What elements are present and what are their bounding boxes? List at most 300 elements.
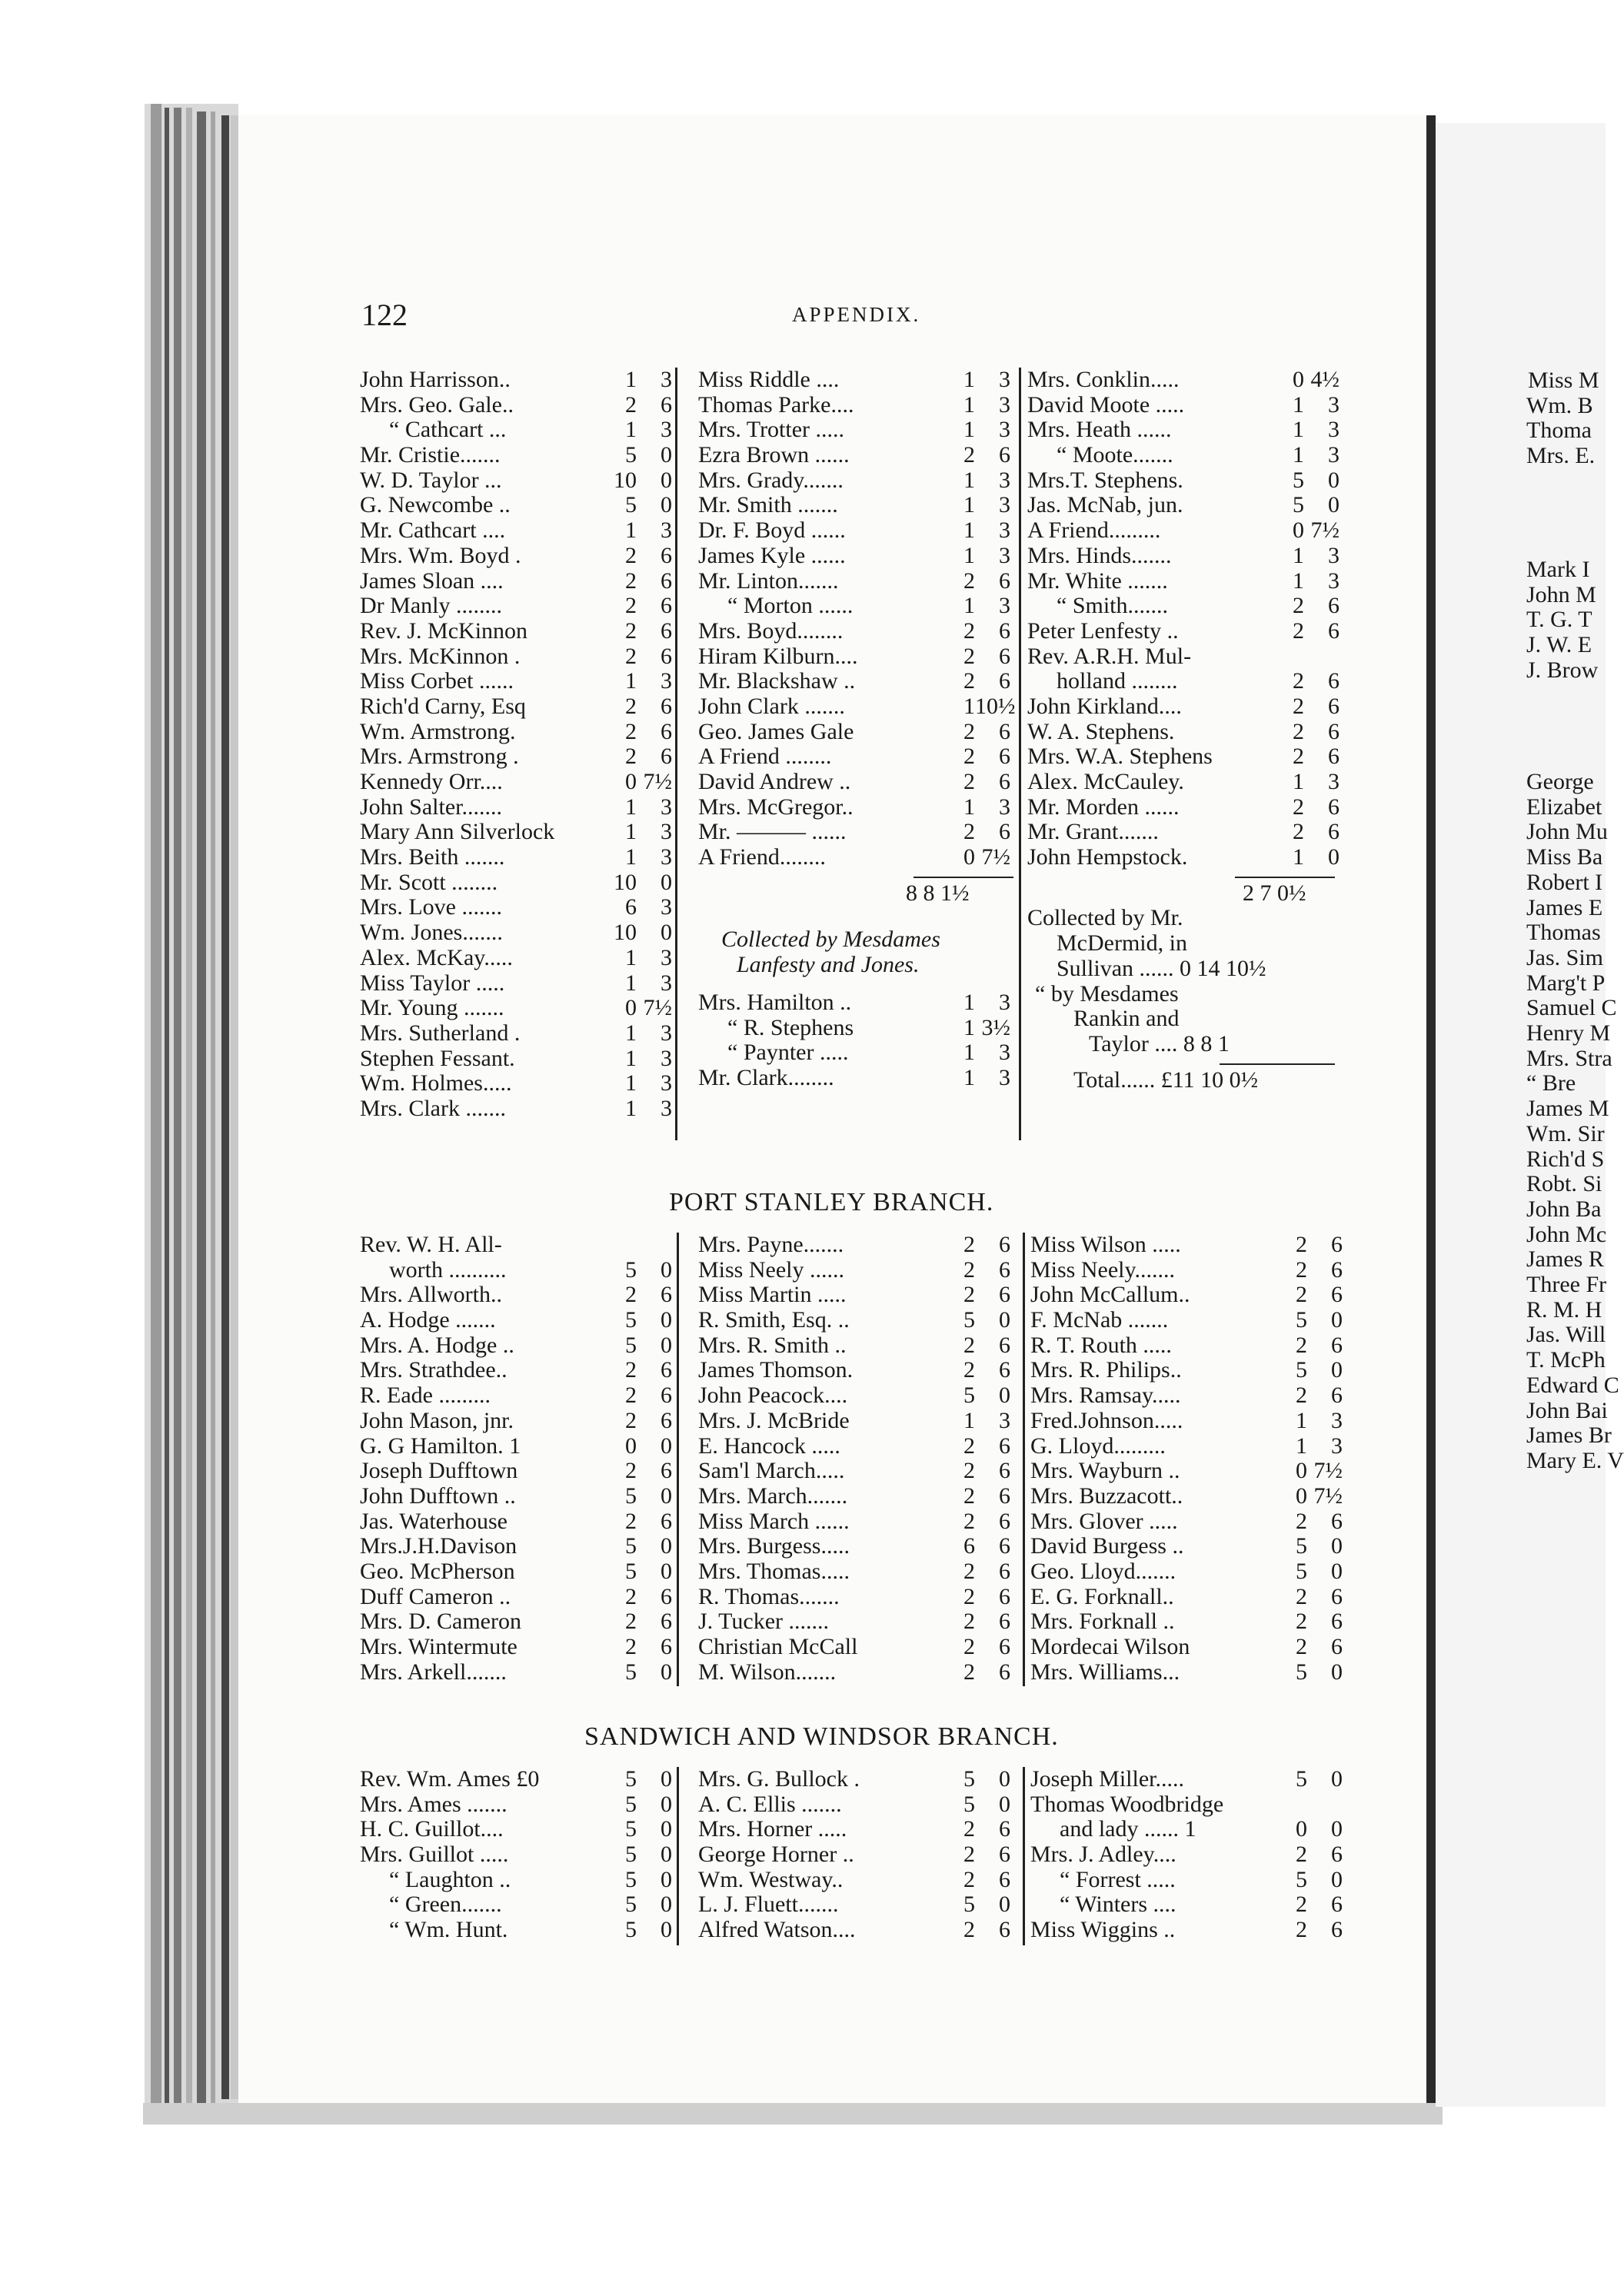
shillings: 2: [625, 617, 637, 644]
facing-page-line: Miss M: [1528, 368, 1599, 393]
pence: 0: [661, 1766, 672, 1792]
pence: 6: [999, 1659, 1010, 1685]
list-item: [360, 1792, 683, 1818]
collected-line: [1027, 906, 1350, 931]
subscriber-name: Mrs. Guillot .....: [360, 1842, 509, 1868]
pence: 4½: [1310, 367, 1339, 392]
list-item: [698, 1792, 1021, 1818]
subscriber-name: Mrs. Wintermute: [360, 1634, 517, 1659]
list-item: [360, 518, 683, 544]
shillings: 1: [963, 391, 975, 418]
list-item: [360, 1609, 683, 1635]
list-item: [698, 1283, 1021, 1308]
shillings: 5: [625, 1256, 637, 1283]
subscriber-name: Mrs. J. Adley....: [1030, 1842, 1176, 1868]
pence: 3: [661, 970, 672, 996]
shillings: 5: [625, 1307, 637, 1333]
subscriber-name: Mrs. Geo. Gale..: [360, 391, 514, 418]
pence: 3: [661, 668, 672, 694]
column-3: [1027, 368, 1350, 1093]
shillings: 2: [625, 1458, 637, 1484]
shillings: 2: [625, 744, 637, 770]
list-item: [698, 1308, 1021, 1333]
subscriber-name: Rev. W. H. All-: [360, 1232, 502, 1257]
subscriber-name: John Clark .......: [698, 693, 845, 719]
shillings: 1: [963, 367, 975, 392]
facing-page-line: Mary E. V: [1526, 1447, 1624, 1473]
subscriber-name: Mrs. Beith .......: [360, 844, 505, 870]
list-item: [698, 468, 1021, 494]
list-item: [698, 1016, 1021, 1041]
column-rule: [1019, 368, 1021, 1140]
pence: 3: [999, 391, 1010, 418]
list-item: [360, 1233, 683, 1258]
subscriber-name: Joseph Dufftown: [360, 1458, 518, 1484]
pence: 0: [661, 1256, 672, 1283]
subscriber-name: Ezra Brown ......: [698, 442, 850, 468]
subscriber-name: R. Smith, Esq. ..: [698, 1307, 850, 1333]
subscriber-name: Mordecai Wilson: [1030, 1634, 1190, 1659]
pence: 3: [1328, 567, 1339, 594]
shillings: 2: [963, 1232, 975, 1257]
subscriber-name: Rev. J. McKinnon: [360, 617, 528, 644]
subscriber-name: Mr. Smith .......: [698, 492, 838, 518]
subscriber-name: Wm. Jones.......: [360, 920, 503, 946]
list-item: [360, 1434, 683, 1459]
list-item: [698, 368, 1021, 393]
pence: 0: [661, 1332, 672, 1358]
subscriber-name: Hiram Kilburn....: [698, 643, 858, 669]
shillings: 1: [963, 794, 975, 820]
subscriber-name: Thomas Woodbridge: [1030, 1791, 1224, 1817]
shillings: 2: [625, 1282, 637, 1308]
list-item: [1027, 694, 1350, 720]
subscriber-name: Rev. Wm. Ames £0: [360, 1766, 540, 1792]
facing-page-line: Mrs. Stra: [1526, 1045, 1612, 1071]
list-item: [360, 1308, 683, 1333]
subscriber-name: Mrs. Armstrong .: [360, 744, 519, 770]
pence: 6: [999, 1558, 1010, 1584]
list-item: [1030, 1660, 1353, 1685]
list-item: [1030, 1842, 1353, 1868]
subscriber-name: David Moote .....: [1027, 391, 1185, 418]
list-item: [360, 694, 683, 720]
list-item: [360, 895, 683, 920]
list-item: [1027, 393, 1350, 418]
shillings: 1: [625, 668, 637, 694]
subscriber-name: “ Smith.......: [1057, 593, 1169, 619]
shillings: 2: [625, 593, 637, 619]
list-item: [1027, 795, 1350, 820]
pence: 6: [661, 391, 672, 418]
subscriber-name: A. C. Ellis .......: [698, 1791, 842, 1817]
column-total-text: 8 8 1½: [906, 880, 970, 906]
shillings: 5: [625, 492, 637, 518]
subscriber-name: John Kirkland....: [1027, 693, 1182, 719]
list-item: [698, 1609, 1021, 1635]
shillings: 2: [1293, 668, 1304, 694]
subscriber-name: Miss Taylor .....: [360, 970, 505, 996]
list-item: [698, 1892, 1021, 1918]
pence: 6: [661, 693, 672, 719]
subscriber-name: John Salter.......: [360, 794, 502, 820]
pence: 6: [661, 1634, 672, 1659]
subscriber-name: Peter Lenfesty ..: [1027, 617, 1179, 644]
facing-page-fragment: [1519, 0, 1624, 2276]
shillings: 2: [1293, 617, 1304, 644]
shillings: 2: [625, 1634, 637, 1659]
shillings: 2: [963, 1458, 975, 1484]
list-item: [698, 1842, 1021, 1868]
list-item: [1030, 1918, 1353, 1943]
shillings: 2: [1293, 819, 1304, 845]
pence: 6: [661, 1383, 672, 1409]
subscriber-name: G. Lloyd.........: [1030, 1432, 1166, 1459]
subscriber-name: Mrs. Trotter .....: [698, 417, 845, 443]
subscriber-name: Mrs. Wm. Boyd .: [360, 542, 521, 568]
column-rule: [677, 1233, 679, 1686]
facing-page-line: Samuel C: [1526, 995, 1617, 1021]
pence: 6: [661, 718, 672, 744]
subscriber-name: A Friend........: [698, 844, 826, 870]
pence: 6: [999, 1458, 1010, 1484]
facing-page-line: “ Bre: [1526, 1070, 1576, 1096]
shillings: 2: [963, 718, 975, 744]
pence: 6: [661, 593, 672, 619]
pence: 6: [1331, 1892, 1343, 1918]
shillings: 2: [1296, 1383, 1307, 1409]
collected-line-text: Sullivan ...... 0 14 10½: [1057, 955, 1266, 981]
subscriber-name: R. T. Routh .....: [1030, 1332, 1172, 1358]
pence: 3: [999, 1064, 1010, 1090]
facing-page-line: Marg't P: [1526, 970, 1606, 996]
subscriber-name: “ Cathcart ...: [389, 417, 507, 443]
shillings: 2: [1293, 693, 1304, 719]
subscriber-name: Wm. Westway..: [698, 1866, 844, 1892]
collected-note: [698, 953, 1021, 978]
shillings: 2: [1293, 593, 1304, 619]
subscriber-name: Stephen Fessant.: [360, 1045, 515, 1071]
subscriber-name: W. A. Stephens.: [1027, 718, 1175, 744]
pence: 6: [1331, 1634, 1343, 1659]
collected-line: [1027, 982, 1350, 1007]
collected-line-text: McDermid, in: [1057, 930, 1187, 957]
pence: 6: [999, 1332, 1010, 1358]
pence: 3: [999, 1407, 1010, 1433]
list-item: [1030, 1233, 1353, 1258]
port-stanley-branch-title: PORT STANLEY BRANCH.: [669, 1188, 994, 1216]
pence: 6: [1328, 718, 1339, 744]
list-item: [1027, 518, 1350, 544]
list-item: [1027, 443, 1350, 468]
pence: 0: [661, 467, 672, 493]
list-item: [360, 1660, 683, 1685]
subscriber-name: W. D. Taylor ...: [360, 467, 502, 493]
facing-page-line: Robert I: [1526, 869, 1603, 895]
subscriber-name: “ Morton ......: [727, 593, 854, 619]
facing-page-line: T. G. T: [1526, 607, 1592, 633]
list-item: [1027, 544, 1350, 569]
subscriber-name: Mrs. Ames .......: [360, 1791, 508, 1817]
subscriber-name: Mrs. Sutherland .: [360, 1020, 521, 1046]
list-item: [698, 1040, 1021, 1066]
facing-page-line: John M: [1526, 581, 1596, 607]
list-item: [1030, 1459, 1353, 1484]
shillings: 2: [963, 1256, 975, 1283]
list-item: [1027, 468, 1350, 494]
subscriber-name: G. G Hamilton. 1: [360, 1432, 521, 1459]
pence: 6: [1331, 1383, 1343, 1409]
column-rule: [675, 368, 677, 1140]
list-item: [360, 594, 683, 619]
facing-page-line: George: [1526, 769, 1594, 794]
subscriber-name: Mr. ——— ......: [698, 819, 847, 845]
list-item: [698, 694, 1021, 720]
list-item: [1030, 1333, 1353, 1359]
shillings: 0: [1296, 1816, 1307, 1842]
shillings: 2: [625, 693, 637, 719]
pence: 6: [999, 567, 1010, 594]
pence: 7½: [1313, 1458, 1343, 1484]
subscriber-name: holland ........: [1057, 668, 1178, 694]
subscriber-name: M. Wilson.......: [698, 1659, 837, 1685]
subscriber-name: Mrs. Buzzacott..: [1030, 1482, 1183, 1509]
grand-total: [1027, 1068, 1350, 1093]
shillings: 1: [963, 417, 975, 443]
pence: 0: [1331, 1357, 1343, 1383]
subscriber-name: A Friend.........: [1027, 517, 1161, 544]
subscriber-name: David Burgess ..: [1030, 1533, 1184, 1559]
pence: 6: [661, 744, 672, 770]
shillings: 5: [1296, 1307, 1307, 1333]
subscriber-name: R. Thomas.......: [698, 1583, 840, 1609]
subscriber-name: “ R. Stephens: [727, 1014, 854, 1040]
pence: 3: [999, 593, 1010, 619]
list-item: [360, 1509, 683, 1535]
list-item: [360, 644, 683, 670]
list-item: [1030, 1308, 1353, 1333]
shillings: 1: [963, 1040, 975, 1066]
list-item: [360, 1021, 683, 1046]
list-item: [698, 1459, 1021, 1484]
pence: 6: [999, 718, 1010, 744]
shillings: 2: [625, 1357, 637, 1383]
subscriber-name: Wm. Holmes.....: [360, 1070, 512, 1096]
shillings: 2: [1293, 718, 1304, 744]
subscriber-name: John Hempstock.: [1027, 844, 1188, 870]
shillings: 5: [625, 1766, 637, 1792]
pence: 6: [999, 1282, 1010, 1308]
shillings: 1: [625, 844, 637, 870]
list-item: [1027, 845, 1350, 870]
shillings: 1: [963, 467, 975, 493]
list-item: [360, 1333, 683, 1359]
list-item: [698, 1817, 1021, 1842]
list-item: [698, 669, 1021, 694]
list-item: [698, 569, 1021, 594]
list-item: [1030, 1767, 1353, 1792]
subscriber-name: Rev. A.R.H. Mul-: [1027, 643, 1192, 669]
pence: 6: [1331, 1256, 1343, 1283]
shillings: 1: [963, 517, 975, 544]
shillings: 1: [625, 970, 637, 996]
list-item: [698, 1918, 1021, 1943]
shillings: 2: [963, 668, 975, 694]
subscriber-name: Jas. McNab, jun.: [1027, 492, 1183, 518]
facing-page-line: J. W. E: [1526, 632, 1592, 658]
list-item: [360, 1096, 683, 1122]
pence: 0: [1331, 1816, 1343, 1842]
shillings: 10: [614, 869, 637, 895]
shillings: 1: [625, 417, 637, 443]
pence: 6: [1331, 1917, 1343, 1943]
list-item: [698, 518, 1021, 544]
pence: 6: [999, 1866, 1010, 1892]
shillings: 1: [1293, 442, 1304, 468]
pence: 6: [661, 617, 672, 644]
pence: 0: [1331, 1659, 1343, 1685]
list-item: [1027, 669, 1350, 694]
pence: 6: [661, 1458, 672, 1484]
list-item: [1030, 1484, 1353, 1509]
column-3: [1030, 1233, 1353, 1685]
subscriber-name: Alfred Watson....: [698, 1917, 856, 1943]
list-item: [360, 1918, 683, 1943]
shillings: 2: [963, 1659, 975, 1685]
list-item: [360, 1842, 683, 1868]
shillings: 2: [1293, 744, 1304, 770]
list-item: [1030, 1817, 1353, 1842]
list-item: [1027, 569, 1350, 594]
shillings: 5: [963, 1892, 975, 1918]
list-item: [1027, 720, 1350, 745]
list-item: [360, 368, 683, 393]
list-item: [698, 393, 1021, 418]
subscriber-name: Miss Corbet ......: [360, 668, 514, 694]
grand-total-text: Total...... £11 10 0½: [1073, 1066, 1259, 1093]
pence: 6: [999, 1482, 1010, 1509]
shillings: 2: [963, 1842, 975, 1868]
list-item: [698, 594, 1021, 619]
shillings: 5: [625, 1791, 637, 1817]
shillings: 1: [625, 819, 637, 845]
shillings: 2: [1296, 1282, 1307, 1308]
list-item: [698, 1559, 1021, 1585]
shillings: 2: [625, 391, 637, 418]
list-item: [698, 1660, 1021, 1685]
shillings: 5: [1296, 1659, 1307, 1685]
shillings: 2: [625, 1383, 637, 1409]
pence: 6: [999, 1917, 1010, 1943]
list-item: [1030, 1383, 1353, 1409]
subscriber-name: Mr. Scott ........: [360, 869, 498, 895]
pence: 6: [1328, 794, 1339, 820]
pence: 3: [661, 417, 672, 443]
facing-page-line: Rich'd S: [1526, 1146, 1605, 1172]
pence: 0: [661, 1558, 672, 1584]
shillings: 1: [625, 1070, 637, 1096]
pence: 0: [1331, 1558, 1343, 1584]
collected-line: [1027, 1007, 1350, 1032]
subscriber-name: Mrs. R. Smith ..: [698, 1332, 847, 1358]
shillings: 2: [963, 1332, 975, 1358]
shillings: 1: [1293, 769, 1304, 794]
shillings: 2: [963, 442, 975, 468]
list-item: [698, 1868, 1021, 1893]
pence: 0: [661, 1533, 672, 1559]
facing-page-line: R. M. H: [1526, 1296, 1602, 1323]
pence: 6: [1331, 1583, 1343, 1609]
list-item: [360, 1046, 683, 1072]
subscriber-name: J. Tucker .......: [698, 1609, 830, 1635]
pence: 3: [1328, 442, 1339, 468]
pence: 6: [999, 1816, 1010, 1842]
subscriber-name: Mrs. R. Philips..: [1030, 1357, 1182, 1383]
subscriber-name: G. Newcombe ..: [360, 492, 511, 518]
shillings: 2: [963, 1583, 975, 1609]
pence: 6: [999, 442, 1010, 468]
shillings: 2: [625, 643, 637, 669]
list-item: [1030, 1892, 1353, 1918]
facing-page-line: Elizabet: [1526, 794, 1602, 820]
shillings: 1: [1293, 417, 1304, 443]
pence: 6: [999, 1533, 1010, 1559]
pence: 7½: [1310, 517, 1339, 544]
shillings: 5: [963, 1383, 975, 1409]
pence: 6: [1331, 1609, 1343, 1635]
pence: 0: [661, 1842, 672, 1868]
list-item: [360, 1635, 683, 1660]
list-item: [1027, 493, 1350, 518]
subscriber-name: Mrs. McKinnon .: [360, 643, 521, 669]
pence: 0: [661, 1432, 672, 1459]
subscriber-name: “ Winters ....: [1060, 1892, 1176, 1918]
subscriber-name: Miss Neely ......: [698, 1256, 844, 1283]
shillings: 2: [963, 1508, 975, 1534]
pence: 3: [999, 989, 1010, 1015]
list-item: [1027, 644, 1350, 670]
pence: 6: [1331, 1282, 1343, 1308]
subscriber-name: Alex. McKay.....: [360, 944, 513, 970]
list-item: [698, 720, 1021, 745]
subscriber-name: Mrs. Allworth..: [360, 1282, 503, 1308]
shillings: 2: [625, 1508, 637, 1534]
pence: 6: [999, 819, 1010, 845]
shillings: 2: [963, 819, 975, 845]
shillings: 5: [1296, 1558, 1307, 1584]
pence: 6: [1328, 668, 1339, 694]
facing-page-line: James E: [1526, 894, 1603, 920]
shillings: 2: [625, 1407, 637, 1433]
pence: 6: [661, 1357, 672, 1383]
pence: 3: [1331, 1432, 1343, 1459]
pence: 6: [1328, 744, 1339, 770]
shillings: 2: [1296, 1232, 1307, 1257]
shillings: 5: [1296, 1357, 1307, 1383]
subscriber-name: James Thomson.: [698, 1357, 854, 1383]
pence: 3: [1328, 417, 1339, 443]
pence: 0: [661, 1307, 672, 1333]
list-item: [698, 418, 1021, 443]
list-item: [360, 770, 683, 795]
shillings: 1: [625, 1045, 637, 1071]
subscriber-name: Mr. Blackshaw ..: [698, 668, 856, 694]
list-item: [360, 493, 683, 518]
shillings: 2: [963, 1282, 975, 1308]
pence: 10½: [975, 693, 1016, 719]
subscriber-name: Mrs. Thomas.....: [698, 1558, 850, 1584]
pence: 6: [999, 1232, 1010, 1257]
